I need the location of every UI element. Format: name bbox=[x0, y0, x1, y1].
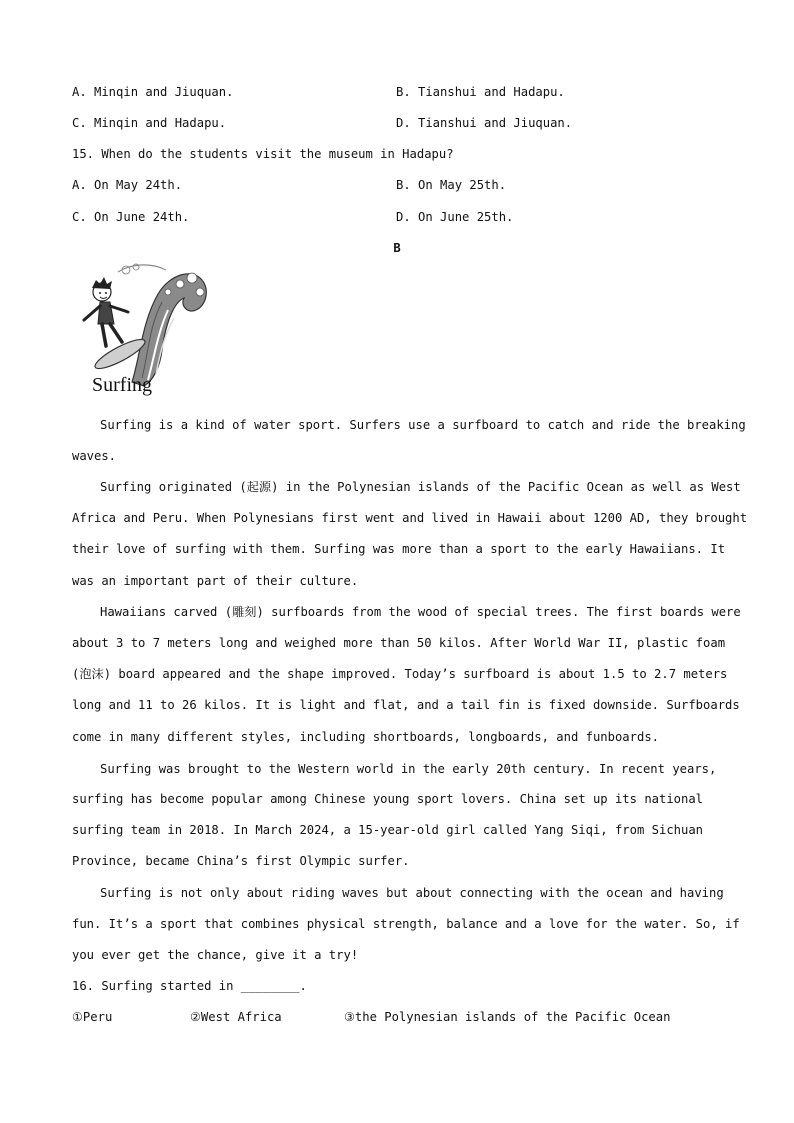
passage-p5-line3: you ever get the chance, give it a try! bbox=[72, 948, 359, 962]
passage-p4-line3: surfing team in 2018. In March 2024, a 15-year-old girl called Yang Siqi, from Sichuan bbox=[72, 823, 704, 837]
passage-p4-line2: surfing has become popular among Chinese young sport lovers. China set up its national bbox=[72, 792, 704, 806]
q16-option-3: ③the Polynesian islands of the Pacific Ocean bbox=[344, 1010, 671, 1024]
passage-p2-line4: was an important part of their culture. bbox=[72, 574, 359, 588]
passage-p3-line2: about 3 to 7 meters long and weighed more than 50 kilos. After World War II, plastic foam bbox=[72, 636, 726, 650]
passage-p4-line4: Province, became China’s first Olympic surfer. bbox=[72, 854, 410, 868]
passage-p2-line1: Surfing originated (起源) in the Polynesian islands of the Pacific Ocean as well as West bbox=[100, 480, 741, 494]
q15-option-c: C. On June 24th. bbox=[72, 210, 190, 224]
q14-option-d: D. Tianshui and Jiuquan. bbox=[396, 116, 573, 130]
passage-p2-line2: Africa and Peru. When Polynesians first went and lived in Hawaii about 1200 AD, they brought bbox=[72, 511, 748, 525]
passage-p1-line2: waves. bbox=[72, 449, 117, 463]
section-label: B bbox=[393, 241, 401, 255]
passage-p3-line3: (泡沫) board appeared and the shape improved. Today’s surfboard is about 1.5 to 2.7 meters bbox=[72, 667, 728, 681]
q15-question: 15. When do the students visit the museum in Hadapu? bbox=[72, 147, 454, 161]
passage-p2-line3: their love of surfing with them. Surfing was more than a sport to the early Hawaiians. It bbox=[72, 542, 726, 556]
q14-option-b: B. Tianshui and Hadapu. bbox=[396, 85, 565, 99]
q16-option-2: ②West Africa bbox=[190, 1010, 282, 1024]
q16-option-1: ①Peru bbox=[72, 1010, 113, 1024]
q15-option-a: A. On May 24th. bbox=[72, 178, 183, 192]
passage-p1-line1: Surfing is a kind of water sport. Surfers use a surfboard to catch and ride the breaking bbox=[100, 418, 746, 432]
q16-question: 16. Surfing started in ________. bbox=[72, 979, 307, 993]
passage-p3-line5: come in many different styles, including shortboards, longboards, and funboards. bbox=[72, 730, 659, 744]
passage-p3-line1: Hawaiians carved (雕刻) surfboards from the wood of special trees. The first boards were bbox=[100, 605, 741, 619]
passage-p3-line4: long and 11 to 26 kilos. It is light and flat, and a tail fin is fixed downside. Surfboards bbox=[72, 698, 740, 712]
passage-p5-line2: fun. It’s a sport that combines physical strength, balance and a love for the water. So, if bbox=[72, 917, 740, 931]
passage-p4-line1: Surfing was brought to the Western world in the early 20th century. In recent years, bbox=[100, 762, 717, 776]
q15-option-b: B. On May 25th. bbox=[396, 178, 507, 192]
passage-p5-line1: Surfing is not only about riding waves but about connecting with the ocean and having bbox=[100, 886, 724, 900]
q15-option-d: D. On June 25th. bbox=[396, 210, 514, 224]
image-caption: Surfing bbox=[92, 374, 152, 396]
q14-option-a: A. Minqin and Jiuquan. bbox=[72, 85, 234, 99]
q14-option-c: C. Minqin and Hadapu. bbox=[72, 116, 227, 130]
